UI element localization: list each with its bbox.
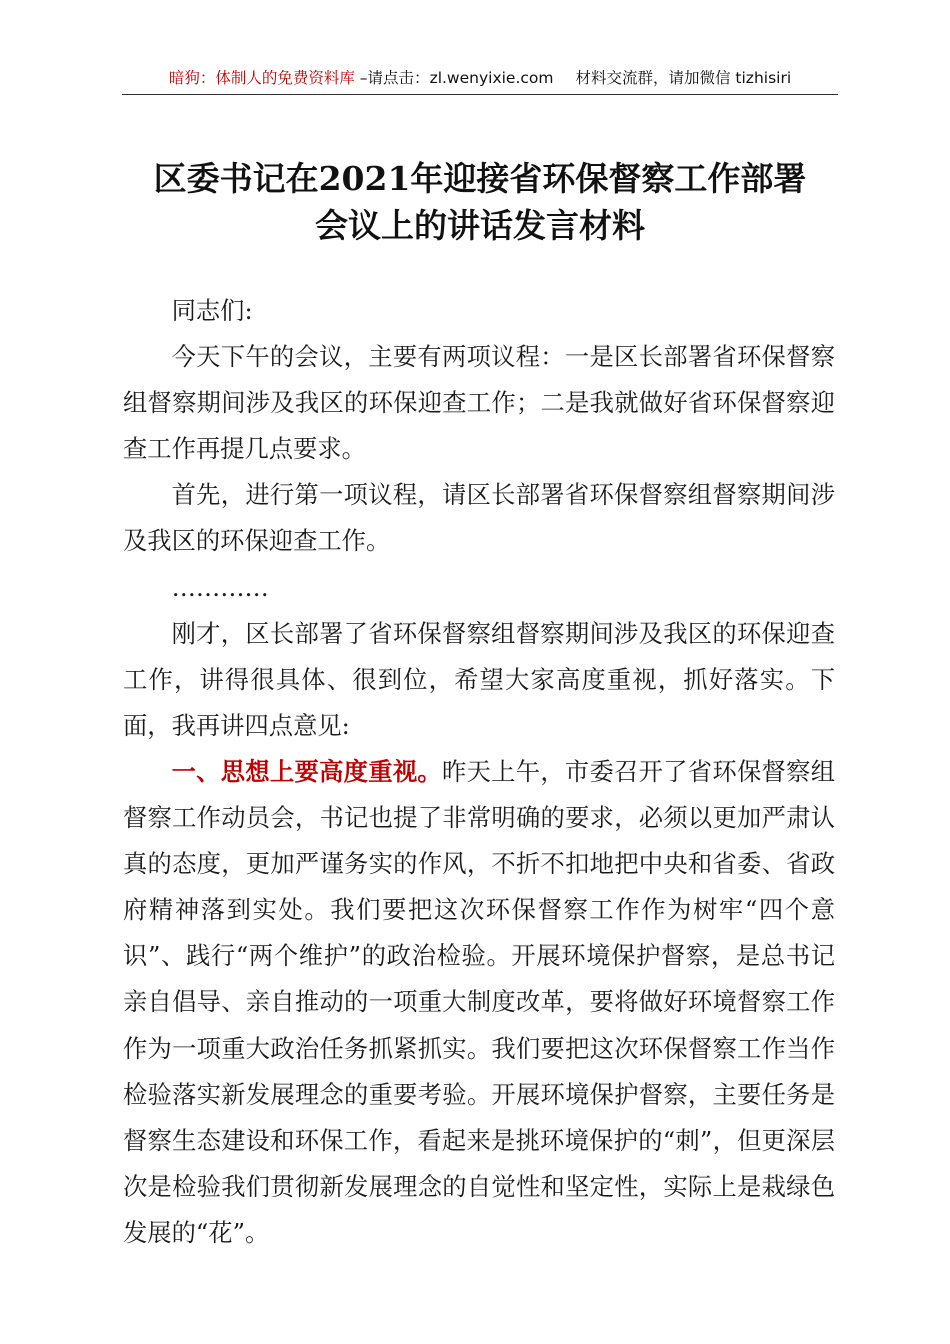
section-1-text: 昨天上午，市委召开了省环保督察组督察工作动员会，书记也提了非常明确的要求，必须以更加严肃认真的态度，更加严谨务实的作风，不折不扣地把中央和省委、省政府精神落到实处。我们要把这次环保督察工作作为树牢“四个意识”、践行“两个维护”的政治检验。开展环境保护督察，是总书记亲自倡导、亲自推动的一项重大制度改革，要将做好环境督察工作作为一项重大政治任务抓紧抓实。我们要把这次环保督察工作当作检验落实新发展理念的重要考验。开展环境保护督察，主要任务是督察生态建设和环保工作，看起来是挑环境保护的“刺”，但更深层次是检验我们贯彻新发展理念的自觉性和坚定性，实际上是栽绿色发展的“花”。	[123, 756, 836, 1247]
header-site-name: 暗狗：体制人的免费资料库	[168, 69, 355, 87]
section-1-paragraph	[123, 749, 835, 1256]
section-1-heading: 一、思想上要高度重视。	[171, 756, 442, 786]
salutation: 同志们:	[171, 296, 253, 325]
document-body	[123, 288, 835, 1256]
paragraph-1: 今天下午的会议，主要有两项议程：一是区长部署省环保督察组督察期间涉及我区的环保迎查工作；二是我就做好省环保督察迎查工作再提几点要求。	[123, 342, 835, 464]
ellipsis: …………	[171, 572, 269, 602]
title-line-1: 区委书记在2021年迎接省环保督察工作部署	[153, 159, 807, 198]
paragraph-3: 刚才，区长部署了省环保督察组督察期间涉及我区的环保迎查工作，讲得很具体、很到位，希望大家高度重视，抓好落实。下面，我再讲四点意见:	[123, 618, 835, 740]
header-link-prefix: –请点击：	[354, 69, 430, 87]
header-link-url[interactable]: zl.wenyixie.com	[429, 69, 554, 87]
document-title	[122, 155, 838, 249]
paragraph-2: 首先，进行第一项议程，请区长部署省环保督察组督察期间涉及我区的环保迎查工作。	[123, 480, 835, 556]
page-header	[122, 64, 838, 95]
title-line-2: 会议上的讲话发言材料	[315, 206, 645, 245]
header-group-text: 材料交流群，请加微信 tizhisiri	[575, 69, 792, 87]
